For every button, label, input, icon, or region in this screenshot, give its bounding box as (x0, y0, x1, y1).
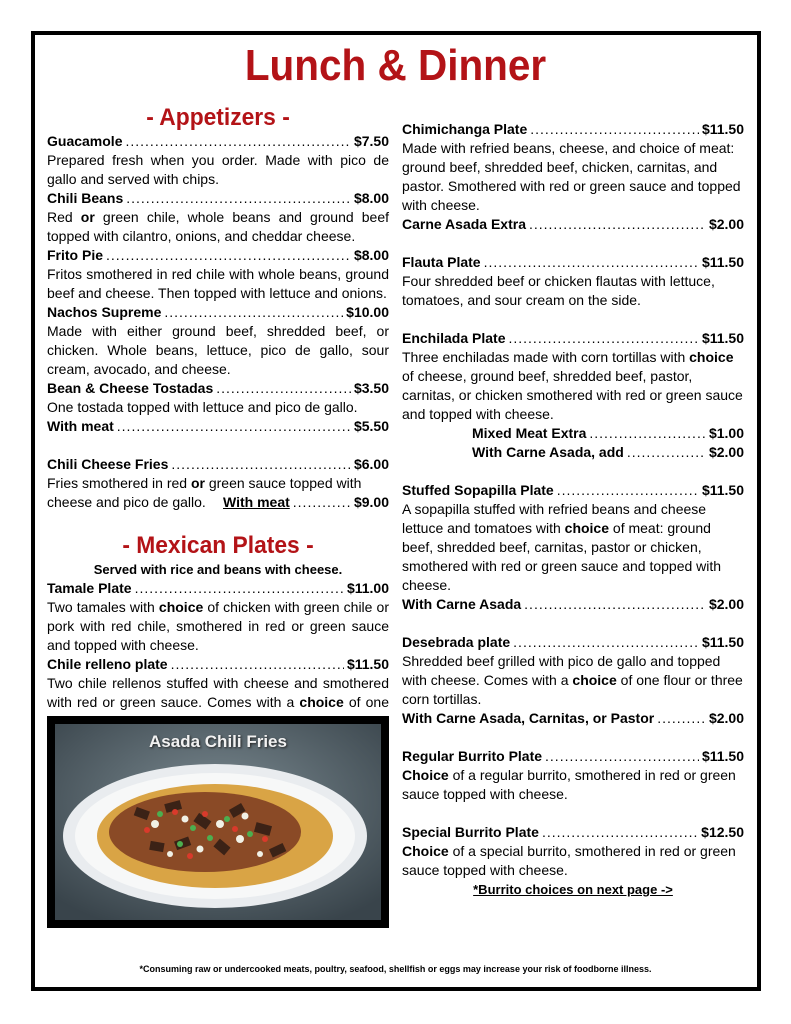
item-description: Shredded beef grilled with pico de gallo and topped with cheese. Comes with a choice of one flour or three corn tortillas. (402, 653, 743, 707)
item-price: $11.50 (701, 254, 744, 270)
item-name: Enchilada Plate (402, 330, 506, 346)
extra-price: $5.50 (353, 418, 389, 434)
page-title: Lunch & Dinner (244, 41, 547, 90)
menu-item-nachos-supreme (47, 303, 389, 379)
item-description: A sopapilla stuffed with refried beans and cheese lettuce and tomatoes with choice of meat: ground beef, shredded beef, carnitas, pastor or chicken, smothered with red or green sauce and topped with cheese. (402, 501, 722, 593)
menu-item-guacamole (47, 132, 389, 189)
item-description: Red or green chile, whole beans and ground beef topped with cilantro, onions, and cheddar cheese. (47, 209, 389, 244)
extra-price: $2.00 (708, 444, 744, 460)
next-page-note: *Burrito choices on next page -> (473, 882, 673, 897)
item-price: $11.00 (346, 580, 389, 596)
menu-item-special-burrito (402, 823, 744, 880)
item-description: Choice of a special burrito, smothered in red or green sauce topped with cheese. (402, 843, 736, 878)
item-price: $7.50 (353, 133, 389, 149)
item-name: Desebrada plate (402, 634, 511, 650)
served-with-note: Served with rice and beans with cheese. (93, 562, 343, 577)
menu-item-enchilada (402, 329, 744, 462)
item-name: Chile relleno plate (47, 656, 168, 672)
extra-name: With Carne Asada (402, 596, 522, 612)
item-description: One tostada topped with lettuce and pico de gallo. (47, 399, 358, 415)
menu-item-frito-pie (47, 246, 389, 303)
item-price: $6.00 (353, 456, 389, 472)
item-price: $11.50 (701, 482, 744, 498)
item-name: Frito Pie (47, 247, 104, 263)
menu-item-stuffed-sopapilla (402, 481, 744, 614)
extra-name: Carne Asada Extra (402, 216, 526, 232)
menu-item-tostadas (47, 379, 389, 436)
left-column (47, 104, 389, 731)
food-photo (47, 716, 389, 928)
item-price: $11.50 (701, 634, 744, 650)
extra-price: $9.00 (353, 494, 389, 510)
item-name: Chili Beans (47, 190, 124, 206)
extra-name: With Carne Asada, Carnitas, or Pastor (402, 710, 655, 726)
item-price: $12.50 (701, 824, 744, 840)
photo-image (55, 724, 381, 920)
item-description: Four shredded beef or chicken flautas with lettuce, tomatoes, and sour cream on the side. (402, 273, 715, 308)
appetizers-heading: - Appetizers - (146, 104, 290, 131)
item-price: $8.00 (353, 190, 389, 206)
photo-caption: Asada Chili Fries (149, 732, 287, 751)
extra-price: $1.00 (708, 425, 744, 441)
item-description: Made with refried beans, cheese, and choice of meat: ground beef, shredded beef, chicken, carnitas, and pastor. Smothered with red or green sauce and topped with cheese. (402, 140, 741, 213)
item-description: Fritos smothered in red chile with whole beans, ground beef and cheese. Then topped with lettuce and onions. (47, 266, 389, 301)
extra-name: With Carne Asada, add (472, 444, 624, 460)
item-description: Prepared fresh when you order. Made with pico de gallo and served with chips. (47, 152, 389, 187)
item-description: Made with either ground beef, shredded beef, or chicken. Whole beans, lettuce, pico de gallo, sour cream, avocado, and cheese. (47, 323, 389, 377)
item-description: Fries smothered in red or green sauce topped with cheese and pico de gallo. (47, 475, 362, 510)
menu-item-tamale-plate (47, 579, 389, 655)
item-name: Stuffed Sopapilla Plate (402, 482, 554, 498)
item-price: $10.00 (346, 304, 389, 320)
menu-item-chili-cheese-fries (47, 455, 389, 512)
item-price: $11.50 (701, 121, 744, 137)
item-price: $11.50 (701, 748, 744, 764)
item-price: $11.50 (701, 330, 744, 346)
item-description: Choice of a regular burrito, smothered in red or green sauce topped with cheese. (402, 767, 736, 802)
extra-name: With meat (47, 418, 114, 434)
item-price: $8.00 (353, 247, 389, 263)
item-name: Guacamole (47, 133, 123, 149)
extra-name: With meat (223, 494, 290, 510)
mexican-plates-heading: - Mexican Plates - (122, 532, 314, 559)
item-price: $11.50 (346, 656, 389, 672)
item-price: $3.50 (353, 380, 389, 396)
item-description: Two chile rellenos stuffed with cheese and smothered with red or green sauce. Comes with a choice of one (47, 675, 389, 710)
item-name: Bean & Cheese Tostadas (47, 380, 214, 396)
menu-item-regular-burrito (402, 747, 744, 804)
extra-price: $2.00 (708, 596, 744, 612)
item-name: Flauta Plate (402, 254, 481, 270)
extra-price: $2.00 (708, 710, 744, 726)
item-name: Nachos Supreme (47, 304, 162, 320)
right-column (402, 120, 744, 899)
menu-item-chimichanga (402, 120, 744, 234)
nachos-plate-illustration (55, 724, 381, 920)
item-description: Two tamales with choice of chicken with green chile or pork with red chile, smothered in red or green sauce and topped with cheese. (47, 599, 389, 653)
item-name: Chili Cheese Fries (47, 456, 169, 472)
food-safety-footnote: *Consuming raw or undercooked meats, poultry, seafood, shellfish or eggs may increase your risk of foodborne illness. (139, 964, 652, 974)
menu-item-desebrada (402, 633, 744, 728)
item-name: Chimichanga Plate (402, 121, 528, 137)
menu-item-chili-beans (47, 189, 389, 246)
item-name: Special Burrito Plate (402, 824, 539, 840)
item-name: Regular Burrito Plate (402, 748, 543, 764)
extra-name: Mixed Meat Extra (472, 425, 587, 441)
item-description: Three enchiladas made with corn tortillas with choice of cheese, ground beef, shredded beef, pastor, carnitas, or chicken smothered with red or green sauce and topped with cheese. (402, 349, 743, 422)
item-name: Tamale Plate (47, 580, 132, 596)
menu-item-flauta (402, 253, 744, 310)
extra-price: $2.00 (708, 216, 744, 232)
